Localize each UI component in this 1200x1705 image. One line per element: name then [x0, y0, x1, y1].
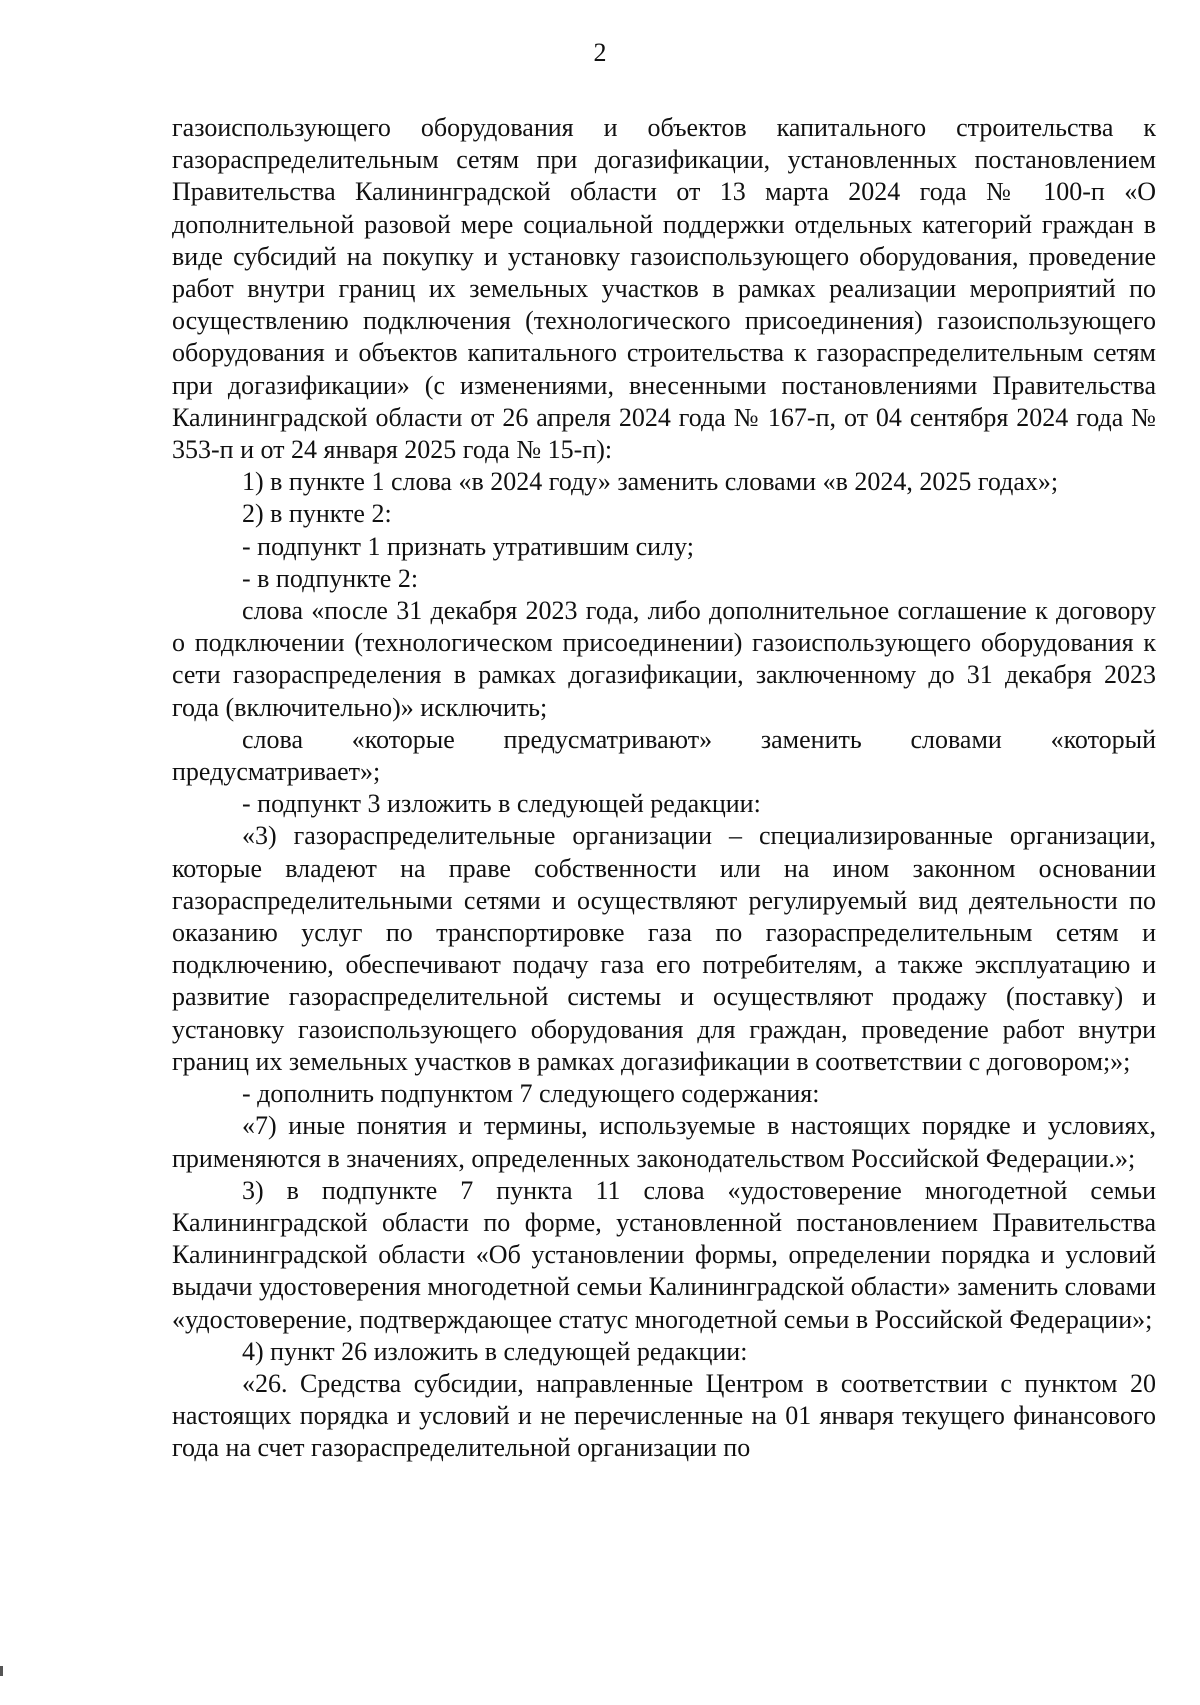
- paragraph-subitem-7-heading: - дополнить подпунктом 7 следующего содержания:: [242, 1079, 820, 1109]
- paragraph-subitem-3-heading: - подпункт 3 изложить в следующей редакции:: [242, 789, 761, 819]
- page-number: 2: [593, 38, 607, 67]
- paragraph-item-2: 2) в пункте 2:: [242, 499, 392, 529]
- paragraph-words-excluded: слова «после 31 декабря 2023 года, либо дополнительное соглашение к договору о подключении (технологическом присоединении) газоиспользующего оборудования к сети газораспределения в рамках догазификации, заключенному до 31 декабря 2023 года (включительно)» исключить;: [172, 596, 1156, 722]
- paragraph-item-3: 3) в подпункте 7 пункта 11 слова «удостоверение многодетной семьи Калининградской области по форме, установленной постановлением Правительства Калининградской области «Об установлении формы, определении порядка и условий выдачи удостоверения многодетной семьи Калининградской области» заменить словами «удостоверение, подтверждающее статус многодетной семьи в Российской Федерации»;: [172, 1175, 1156, 1334]
- document-body: [172, 112, 1156, 1465]
- scan-edge-mark: [0, 1666, 3, 1676]
- paragraph-subitem-2: - в подпункте 2:: [242, 563, 419, 593]
- paragraph-item-4: 4) пункт 26 изложить в следующей редакции:: [242, 1336, 748, 1366]
- paragraph-words-replaced: слова «которые предусматривают» заменить словами «который предусматривает»;: [172, 724, 1156, 787]
- paragraph-subitem-3-text: «3) газораспределительные организации – специализированные организации, которые владеют на праве собственности или на ином законном основании газораспределительными сетями и осуществляют регулируемый вид деятельности по оказанию услуг по транспортировке газа по газораспределительным сетям и подключению, обеспечивают подачу газа его потребителям, а также эксплуатацию и развитие газораспределительной системы и осуществляют продажу (поставку) и установку газоиспользующего оборудования для граждан, проведение работ внутри границ их земельных участков в рамках догазификации в соответствии с договором;»;: [172, 821, 1156, 1076]
- paragraph-continuation: газоиспользующего оборудования и объектов капитального строительства к газораспределительным сетям при догазификации, установленных постановлением Правительства Калининградской области от 13 марта 2024 года № 100-п «О дополнительной разовой мере социальной поддержки отдельных категорий граждан в виде субсидий на покупку и установку газоиспользующего оборудования, проведение работ внутри границ их земельных участков в рамках реализации мероприятий по осуществлению подключения (технологического присоединения) газоиспользующего оборудования и объектов капитального строительства к газораспределительным сетям при догазификации» (с изменениями, внесенными постановлениями Правительства Калининградской области от 26 апреля 2024 года № 167-п, от 04 сентября 2024 года № 353-п и от 24 января 2025 года № 15-п):: [172, 113, 1156, 465]
- paragraph-subitem-1-repeal: - подпункт 1 признать утратившим силу;: [242, 531, 694, 561]
- paragraph-item-1: 1) в пункте 1 слова «в 2024 году» заменить словами «в 2024, 2025 годах»;: [242, 467, 1059, 497]
- paragraph-point-26: «26. Средства субсидии, направленные Центром в соответствии с пунктом 20 настоящих порядка и условий и не перечисленные на 01 января текущего финансового года на счет газораспределительной организации по: [172, 1368, 1156, 1463]
- paragraph-subitem-7-text: «7) иные понятия и термины, используемые в настоящих порядке и условиях, применяются в значениях, определенных законодательством Российской Федерации.»;: [172, 1111, 1156, 1173]
